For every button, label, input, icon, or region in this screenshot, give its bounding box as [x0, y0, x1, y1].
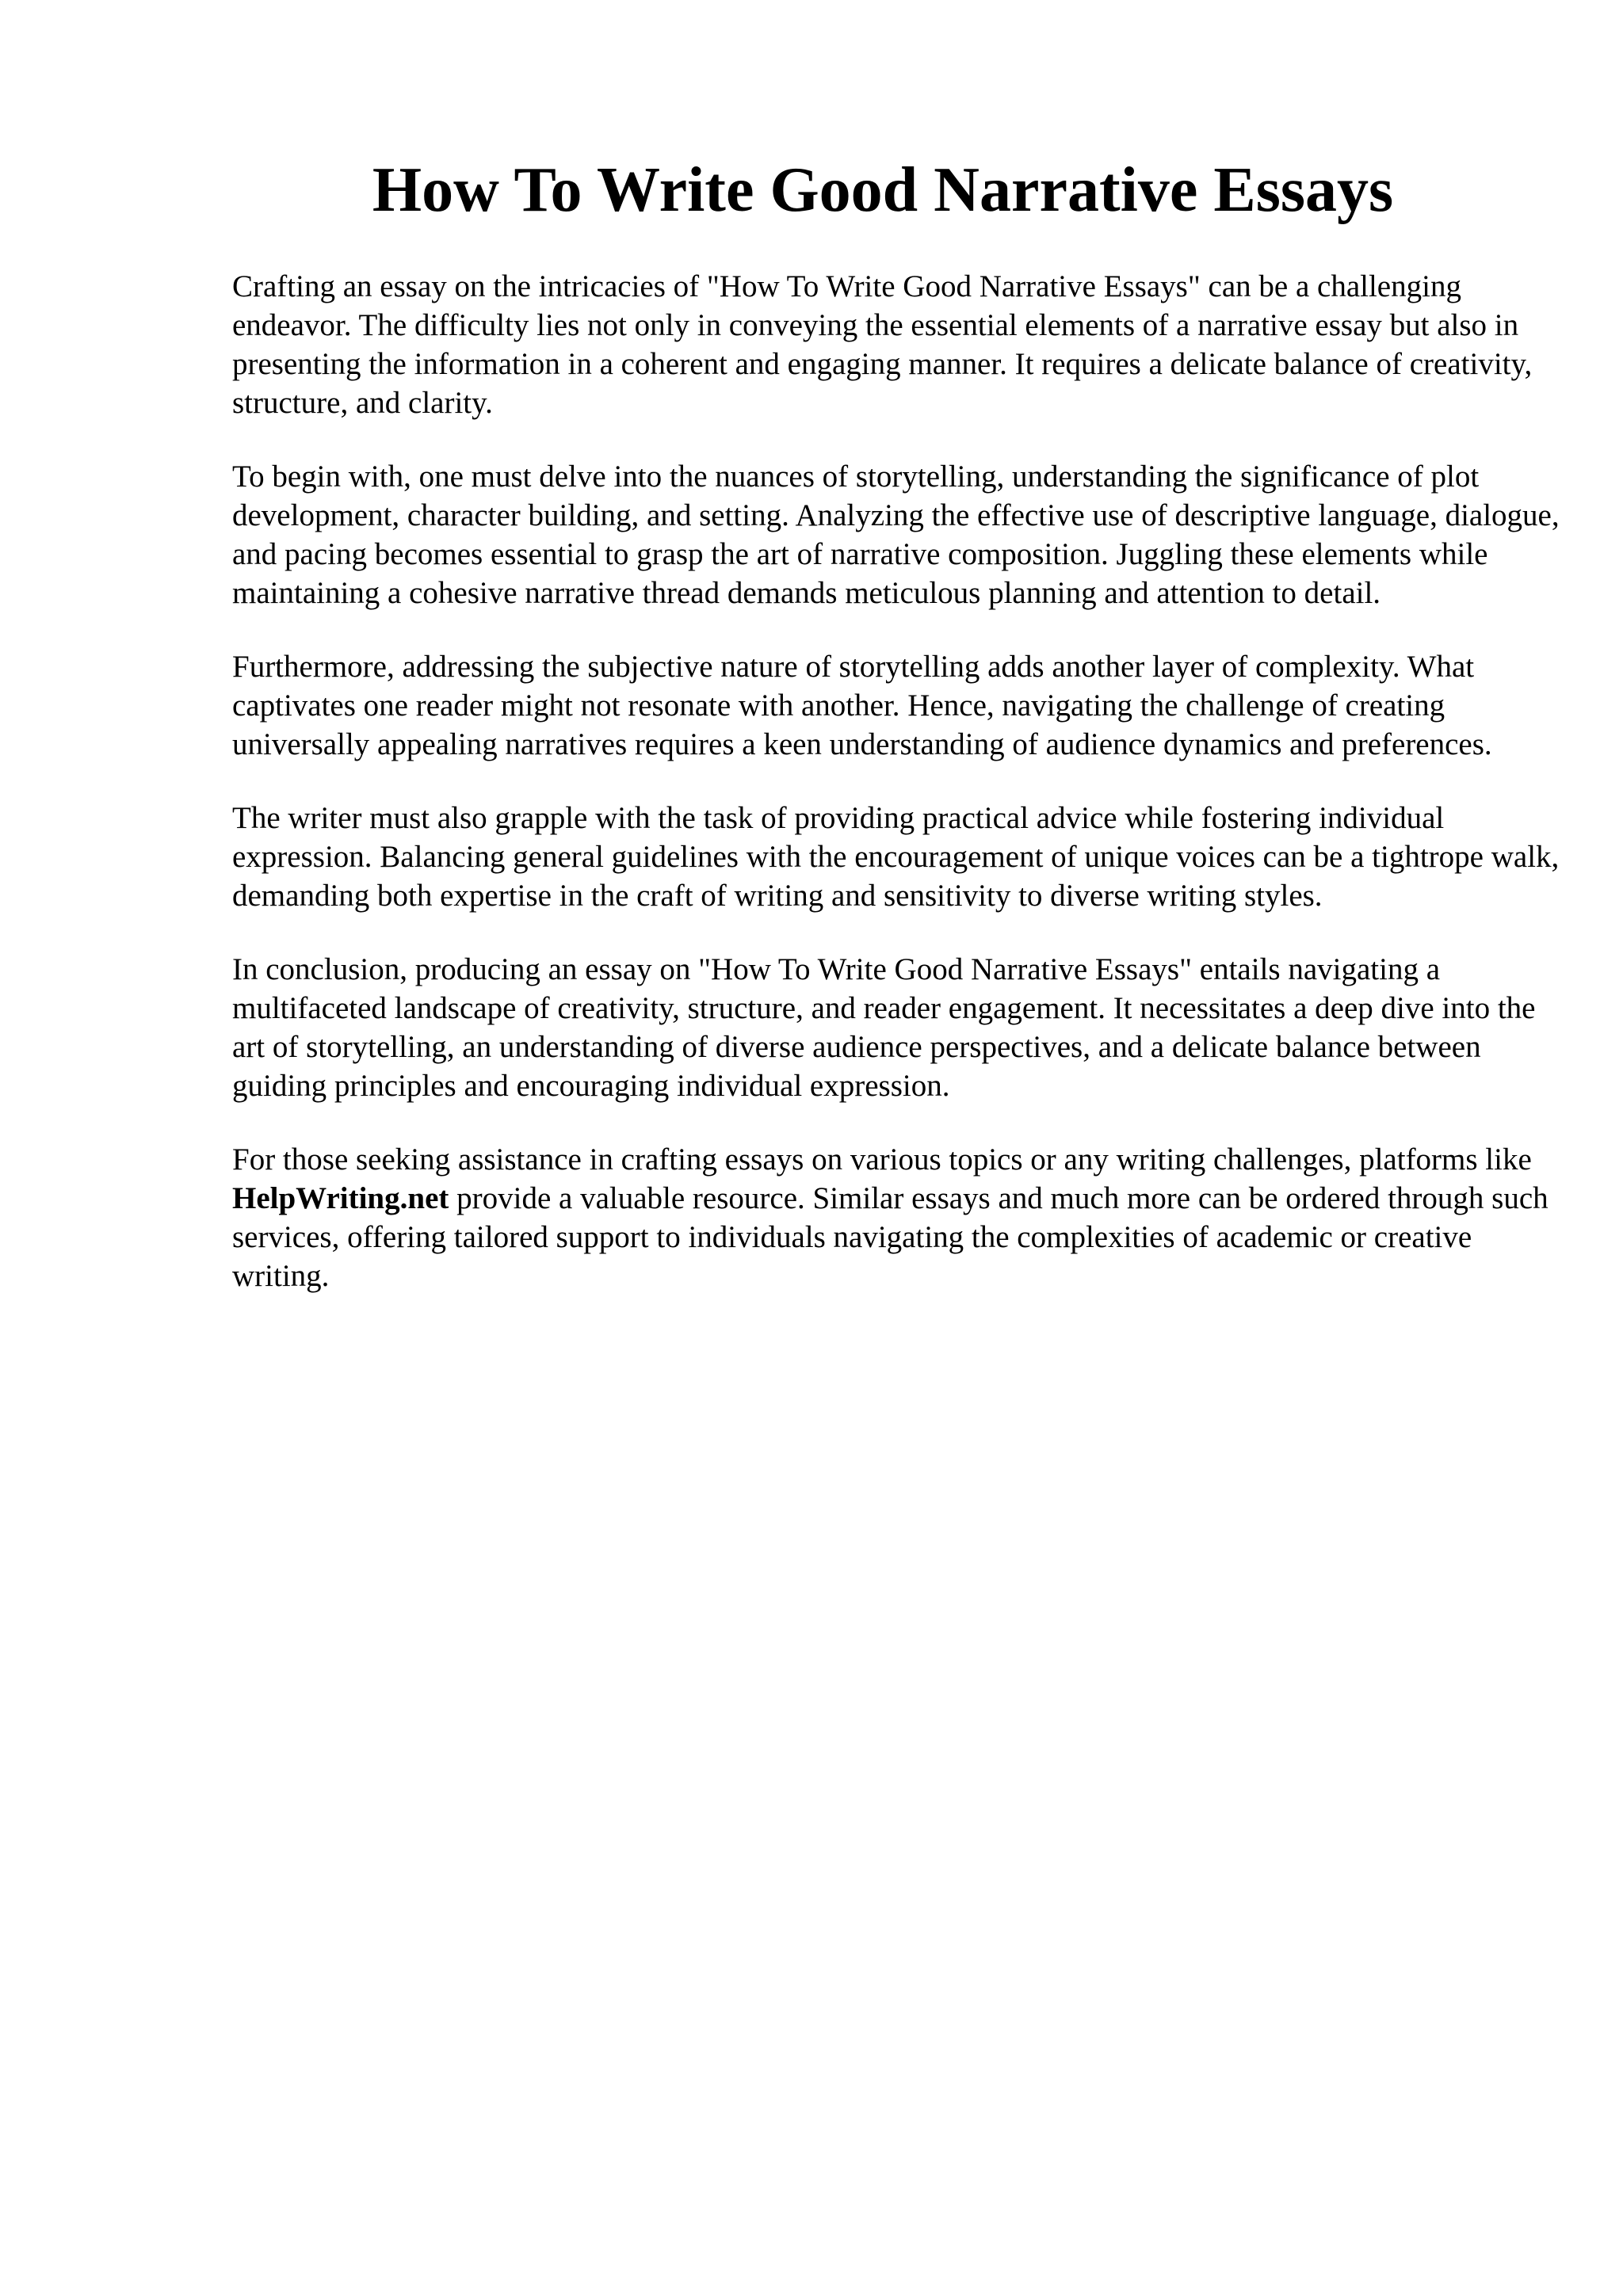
- paragraph-subjectivity: Furthermore, addressing the subjective nature of storytelling adds another layer of complexity. What captivates one reader might not resonate with another. Hence, navigating the challenge of creating universally appealing narratives requires a keen understanding of audience dynamics and preferences.: [232, 650, 1492, 761]
- document-title: How To Write Good Narrative Essays: [372, 155, 1394, 225]
- paragraph-storytelling: To begin with, one must delve into the nuances of storytelling, understanding the significance of plot development, character building, and setting. Analyzing the effective use of descriptive language, dialogue, and pacing becomes essential to grasp the art of narrative composition. Juggling these elements while maintaining a cohesive narrative thread demands meticulous planning and attention to detail.: [232, 460, 1560, 610]
- paragraph-closing: [232, 1140, 1571, 1295]
- paragraph-intro: Crafting an essay on the intricacies of "How To Write Good Narrative Essays" can be a challenging endeavor. The difficulty lies not only in conveying the essential elements of a narrative essay but also in presenting the information in a coherent and engaging manner. It requires a delicate balance of creativity, structure, and clarity.: [232, 269, 1533, 420]
- closing-text-after: provide a valuable resource. Similar essays and much more can be ordered through such services, offering tailored support to individuals navigating the complexities of academic or creative writing.: [232, 1181, 1549, 1293]
- paragraph-advice: The writer must also grapple with the task of providing practical advice while fostering individual expression. Balancing general guidelines with the encouragement of unique voices can be a tightrope walk, demanding both expertise in the craft of writing and sensitivity to diverse writing styles.: [232, 801, 1560, 913]
- closing-text-before: For those seeking assistance in crafting essays on various topics or any writing challenges, platforms like: [232, 1142, 1532, 1177]
- document-body: [232, 267, 1571, 1330]
- brand-name: HelpWriting.net: [232, 1181, 449, 1215]
- paragraph-conclusion: In conclusion, producing an essay on "How To Write Good Narrative Essays" entails navigating a multifaceted landscape of creativity, structure, and reader engagement. It necessitates a deep dive into the art of storytelling, an understanding of diverse audience perspectives, and a delicate balance between guiding principles and encouraging individual expression.: [232, 952, 1536, 1103]
